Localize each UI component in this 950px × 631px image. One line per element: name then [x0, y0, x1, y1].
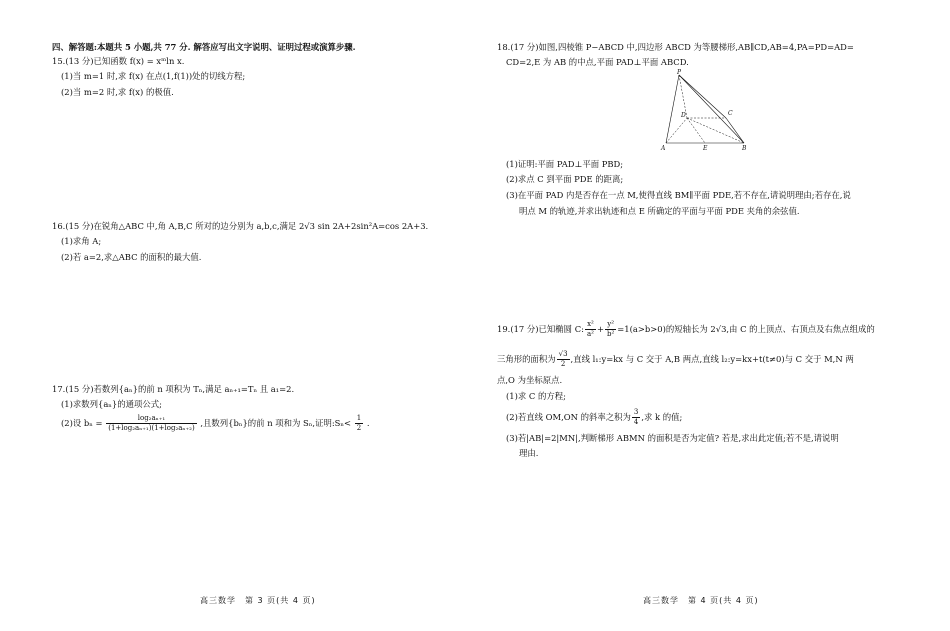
q17-part2-mid: ,且数列{bₙ}的前 n 项和为 Sₙ,证明:Sₙ<: [200, 418, 352, 428]
q19-l2-a: 三角形的面积为: [497, 354, 556, 364]
q19-y2: y²: [605, 320, 616, 330]
left-page-footer: 高三数学 第 3 页(共 4 页): [200, 596, 316, 605]
q17-part2-prefix: (2)设 bₙ =: [61, 418, 103, 428]
label-A: A: [661, 145, 666, 152]
q17-half-fraction: [355, 414, 363, 433]
q16-part2: (2)若 a=2,求△ABC 的面积的最大值.: [61, 252, 202, 262]
q16-stem: 16.(15 分)在锐角△ABC 中,角 A,B,C 所对的边分别为 a,b,c,满足 2√3 sin 2A+2sin²A=cos 2A+3.: [52, 221, 429, 231]
q19-stem-line1: [497, 320, 875, 339]
q19-l2-b: ,直线 l₁:y=kx 与 C 交于 A,B 两点,直线 l₂:y=kx+t(t≠0)与 C 交于 M,N 两: [570, 354, 854, 364]
q19-slope-fraction: [632, 408, 640, 427]
q19-y-fraction: [605, 320, 616, 339]
q19-sqrt3: √3: [558, 350, 568, 358]
q19-area-fraction: [557, 350, 570, 369]
q18-part1: (1)证明:平面 PAD⊥平面 PBD;: [506, 159, 624, 169]
label-E: E: [703, 145, 708, 152]
q17-part1: (1)求数列{aₙ}的通项公式;: [61, 399, 162, 409]
q17-part2-end: .: [366, 418, 370, 428]
q16-part1: (1)求角 A;: [61, 236, 102, 246]
right-page: [497, 0, 902, 631]
q19-b2: b²: [606, 330, 615, 338]
q17-bn-denominator: (1+log₂aₙ₊₁)(1+log₂aₙ₊₂): [108, 424, 195, 432]
q18-part3-line1: (3)在平面 PAD 内是否存在一点 M,使得直线 BM∥平面 PDE,若不存在,请说明理由;若存在,说: [506, 190, 851, 200]
q17-part2: [61, 414, 370, 433]
q19-two: 2: [560, 360, 566, 368]
right-page-footer: 高三数学 第 4 页(共 4 页): [643, 596, 759, 605]
q17-stem: 17.(15 分)若数列{aₙ}的前 n 项积为 Tₙ,满足 aₙ₊₁=Tₙ 且 a₁=2.: [52, 384, 295, 394]
pyramid-figure: [656, 68, 762, 154]
q17-half-numerator: 1: [356, 414, 362, 422]
q19-four: 4: [633, 418, 639, 426]
q19-stem-a: 19.(17 分)已知椭圆 C:: [497, 324, 584, 334]
q17-bn-fraction: [106, 414, 196, 433]
q19-x-fraction: [585, 320, 596, 339]
q18-stem-line2: CD=2,E 为 AB 的中点,平面 PAD⊥平面 ABCD.: [506, 57, 689, 67]
q19-part2: [506, 408, 682, 427]
left-page: [52, 0, 452, 631]
q18-part3-line2: 明点 M 的轨迹,并求出轨迹和点 E 所确定的平面与平面 PDE 夹角的余弦值.: [519, 206, 800, 216]
q19-plus: +: [596, 324, 604, 334]
label-D: D: [681, 112, 686, 119]
label-C: C: [728, 110, 733, 117]
q18-part2: (2)求点 C 到平面 PDE 的距离;: [506, 174, 624, 184]
q19-stem-line3: 点,O 为坐标原点.: [497, 375, 563, 385]
q15-part1: (1)当 m=1 时,求 f(x) 在点(1,f(1))处的切线方程;: [61, 71, 246, 81]
q19-stem-b: =1(a>b>0)的短轴长为 2√3,由 C 的上顶点、右顶点及右焦点组成的: [617, 324, 875, 334]
q17-bn-numerator: log₂aₙ₊₁: [106, 414, 196, 424]
q19-stem-line2: [497, 350, 854, 369]
q15-stem: 15.(13 分)已知函数 f(x) = xᵐln x.: [52, 56, 185, 66]
q19-p2-b: ,求 k 的值;: [641, 412, 683, 422]
q15-part2: (2)当 m=2 时,求 f(x) 的极值.: [61, 87, 174, 97]
q19-p2-a: (2)若直线 OM,ON 的斜率之积为: [506, 412, 631, 422]
q19-part3-line2: 理由.: [519, 448, 539, 458]
label-P: P: [677, 69, 682, 76]
q19-three: 3: [633, 408, 639, 416]
section-heading: 四、解答题:本题共 5 小题,共 77 分. 解答应写出文字说明、证明过程或演算步骤.: [52, 42, 356, 52]
pyramid-diagram: [656, 68, 762, 154]
q19-part1: (1)求 C 的方程;: [506, 391, 566, 401]
q18-stem-line1: 18.(17 分)如图,四棱锥 P−ABCD 中,四边形 ABCD 为等腰梯形,AB∥CD,AB=4,PA=PD=AD=: [497, 42, 854, 52]
q19-x2: x²: [585, 320, 596, 330]
q19-a2: a²: [586, 330, 594, 338]
label-B: B: [742, 145, 747, 152]
q19-part3-line1: (3)若|AB|=2|MN|,判断梯形 ABMN 的面积是否为定值? 若是,求出此定值;若不是,请说明: [506, 433, 839, 443]
q17-half-denominator: 2: [356, 424, 362, 432]
